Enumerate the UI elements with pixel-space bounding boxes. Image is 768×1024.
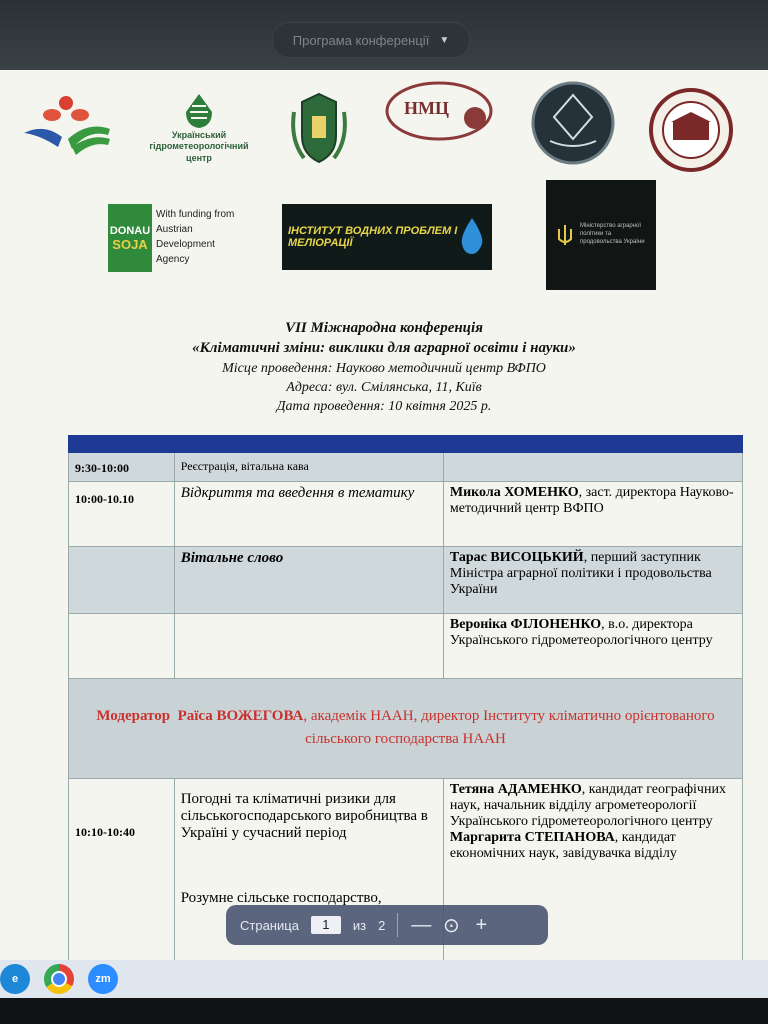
speaker-name: Микола ХОМЕНКО [449,485,579,500]
topic-text: Погодні та кліматичні ризики для сільськогосподарського виробництва в Україні у сучасний період [180,790,428,841]
emblem-dark-logo-icon [526,80,620,166]
topic-cell [175,614,444,678]
page-number-input[interactable]: 1 [311,916,341,934]
speaker-name: Тарас ВИСОЦЬКИЙ [449,550,584,565]
ada-logo [156,204,236,270]
speaker-role: , заст. директора Науково-методичний центр ВФПО [449,485,734,516]
speaker-role: , кандидат економічних наук, завідувачка відділу [449,829,677,861]
venue-line: Місце проведення: Науково методичний центр ВФПО [222,361,546,376]
topic-text: Розумне сільське господарство, [180,889,382,906]
speaker-name: Тетяна АДАМЕНКО [449,781,582,797]
ada-text: With funding from Austrian Development Agency [156,209,235,265]
coat-of-arms-icon [286,90,352,168]
ugc-name: Український гідрометеорологічний центр [149,130,249,163]
edge-browser-icon[interactable]: e [0,964,30,994]
speaker-role: , перший заступник Міністра аграрної політики і продовольства України [449,550,712,597]
time-cell [69,547,175,613]
speaker-cell [444,547,742,613]
address-line: Адреса: вул. Смілянська, 11, Київ [286,380,482,395]
topic-cell: Відкриття та введення в тематику [175,482,444,546]
flower-logo-icon [18,90,113,160]
moderator-role: , академік НААН, директор Інституту кліматично орієнтованого сільського господарства НААН [303,708,715,748]
page-total: 2 [378,917,386,933]
zoom-reset-icon[interactable]: ⊙ [443,914,460,937]
moderator-name: Раїса ВОЖЕГОВА [177,708,304,724]
conference-subtitle: «Кліматичні зміни: виклики для аграрної освіти і науки» [192,340,576,356]
taskbar [0,960,768,998]
speaker-name: Вероніка ФІЛОНЕНКО [449,617,602,632]
page-label: Страница [240,917,299,933]
trident-icon [556,223,574,247]
date-line: Дата проведення: 10 квітня 2025 р. [276,399,492,414]
soja-text: SOJA [112,236,148,252]
speaker-cell [444,453,742,481]
ministry-text: Міністерство аграрної політики та продовольства України [580,223,645,245]
schedule-table [68,435,743,960]
document-page [0,70,768,960]
toolbar-divider [397,913,398,937]
time-cell: 10:10-10:40 [69,779,175,961]
browser-top-bar [0,0,768,72]
donau-soja-logo [108,204,152,272]
water-drop-icon [458,216,486,256]
conference-title: VII Міжнародна конференція [285,320,483,336]
table-header-bar [68,435,743,453]
moderator-row [68,679,743,779]
ugc-logo [135,88,263,168]
document-title-pill[interactable] [272,22,470,58]
university-seal-icon [648,86,734,174]
document-title: Програма конференції [292,32,430,48]
chrome-icon[interactable] [44,964,74,994]
time-cell: 10:00-10.10 [69,482,175,546]
ministry-logo [546,180,656,290]
table-row [68,453,743,482]
iwpm-logo [282,204,492,270]
page-of-label: из [352,917,367,933]
chevron-down-icon[interactable]: ▼ [439,34,450,46]
topic-cell: Реєстрація, вітальна кава [175,453,444,481]
zoom-out-button[interactable]: — [411,913,432,936]
table-row [68,614,743,679]
table-row [68,547,743,614]
speaker-cell [444,482,742,546]
speaker-role: , кандидат географічних наук, начальник відділу агрометеорології Українського гідрометеорологічного центру [449,781,726,829]
time-cell: 9:30-10:00 [69,453,175,481]
monitor-bezel [0,998,768,1024]
iwpm-text: ІНСТИТУТ ВОДНИХ ПРОБЛЕМ І МЕЛІОРАЦІЇ [288,225,458,249]
topic-cell: Вітальне слово [175,547,444,613]
nmc-text: НМЦ [404,98,449,118]
moderator-label: Модератор [96,708,171,724]
time-cell [69,614,175,678]
zoom-app-icon[interactable]: zm [88,964,118,994]
zoom-in-button[interactable]: + [475,913,488,936]
page-navigation-toolbar [226,905,548,945]
speaker-name: Маргарита СТЕПАНОВА [449,829,615,845]
nmc-logo [382,76,496,146]
speaker-cell [444,614,742,678]
speaker-role: , в.о. директора Українського гідрометеорологічного центру [449,617,713,648]
donau-text: DONAU [109,224,151,237]
ugc-emblem-icon [182,92,216,130]
table-row [68,482,743,547]
